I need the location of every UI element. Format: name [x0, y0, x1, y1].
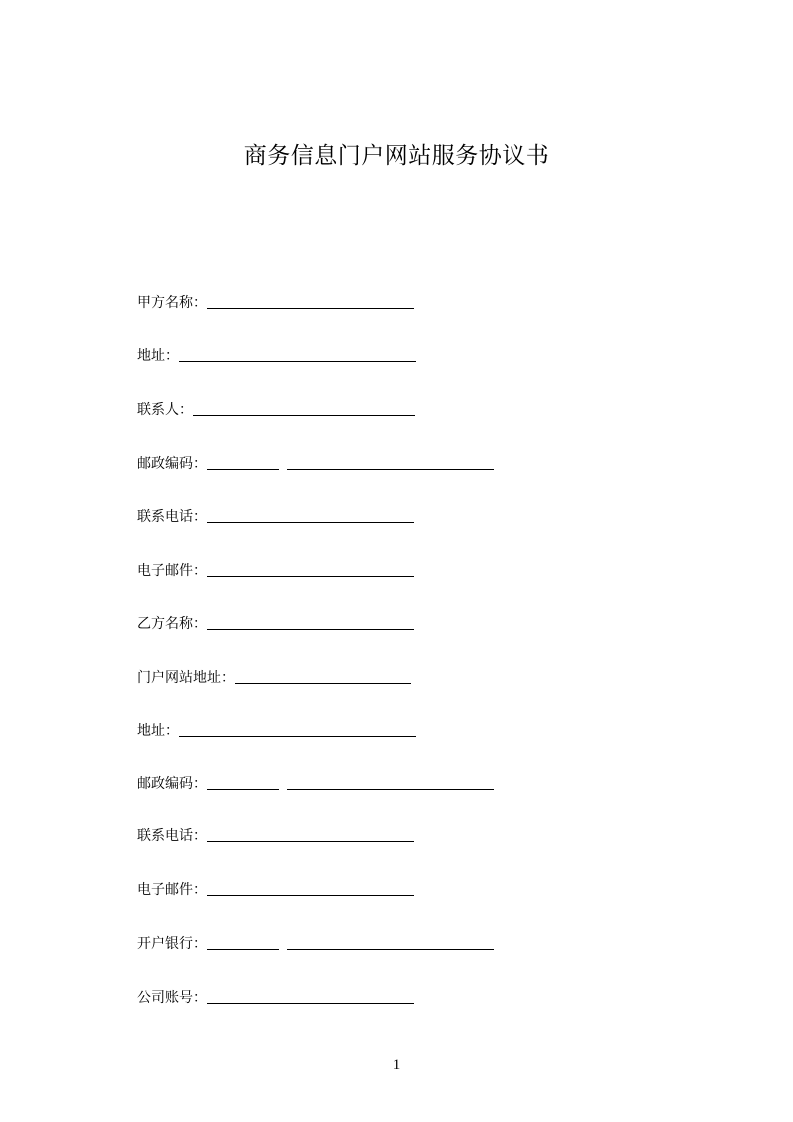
portal-address-label: 门户网站地址： — [137, 670, 235, 686]
portal-address-row — [137, 665, 411, 687]
bank-row — [137, 931, 494, 953]
party-a-postcode-row — [137, 451, 494, 473]
party-a-name-row — [137, 290, 414, 312]
party-b-email-blank[interactable] — [207, 894, 414, 896]
party-a-email-row — [137, 558, 414, 580]
party-b-postcode-row — [137, 771, 494, 793]
party-a-phone-blank[interactable] — [207, 521, 414, 523]
account-blank[interactable] — [207, 1002, 414, 1004]
party-a-name-blank[interactable] — [207, 307, 414, 309]
party-a-contact-label: 联系人： — [137, 402, 193, 418]
party-a-email-blank[interactable] — [207, 575, 414, 577]
party-a-contact-blank[interactable] — [193, 414, 415, 416]
party-a-phone-row — [137, 504, 414, 526]
party-b-name-row — [137, 611, 414, 633]
page-number: 1 — [392, 1057, 401, 1073]
party-b-email-label: 电子邮件： — [137, 882, 207, 898]
party-b-postcode-label: 邮政编码： — [137, 776, 207, 792]
party-a-address-blank[interactable] — [179, 360, 416, 362]
document-title: 商务信息门户网站服务协议书 — [243, 143, 550, 169]
party-b-postcode-blank[interactable] — [207, 788, 279, 790]
portal-address-blank[interactable] — [235, 682, 411, 684]
party-a-contact-row — [137, 397, 415, 419]
party-b-address-row — [137, 718, 416, 740]
party-b-name-label: 乙方名称： — [137, 616, 207, 632]
party-a-phone-label: 联系电话： — [137, 509, 207, 525]
party-b-phone-blank[interactable] — [207, 840, 414, 842]
party-a-postcode-label: 邮政编码： — [137, 456, 207, 472]
bank-label: 开户银行： — [137, 936, 207, 952]
party-a-address-label: 地址： — [137, 348, 179, 364]
party-a-name-label: 甲方名称： — [137, 295, 207, 311]
party-b-email-row — [137, 877, 414, 899]
party-a-address-row — [137, 343, 416, 365]
party-b-phone-label: 联系电话： — [137, 828, 207, 844]
party-a-postcode-blank[interactable] — [207, 468, 279, 470]
account-label: 公司账号： — [137, 990, 207, 1006]
bank-blank[interactable] — [207, 948, 279, 950]
party-a-email-label: 电子邮件： — [137, 563, 207, 579]
party-b-name-blank[interactable] — [207, 628, 414, 630]
account-row — [137, 985, 414, 1007]
bank-extra-blank[interactable] — [287, 948, 494, 950]
party-b-address-blank[interactable] — [179, 735, 416, 737]
party-b-postcode-extra-blank[interactable] — [287, 788, 494, 790]
party-b-phone-row — [137, 823, 414, 845]
party-b-address-label: 地址： — [137, 723, 179, 739]
party-a-postcode-extra-blank[interactable] — [287, 468, 494, 470]
